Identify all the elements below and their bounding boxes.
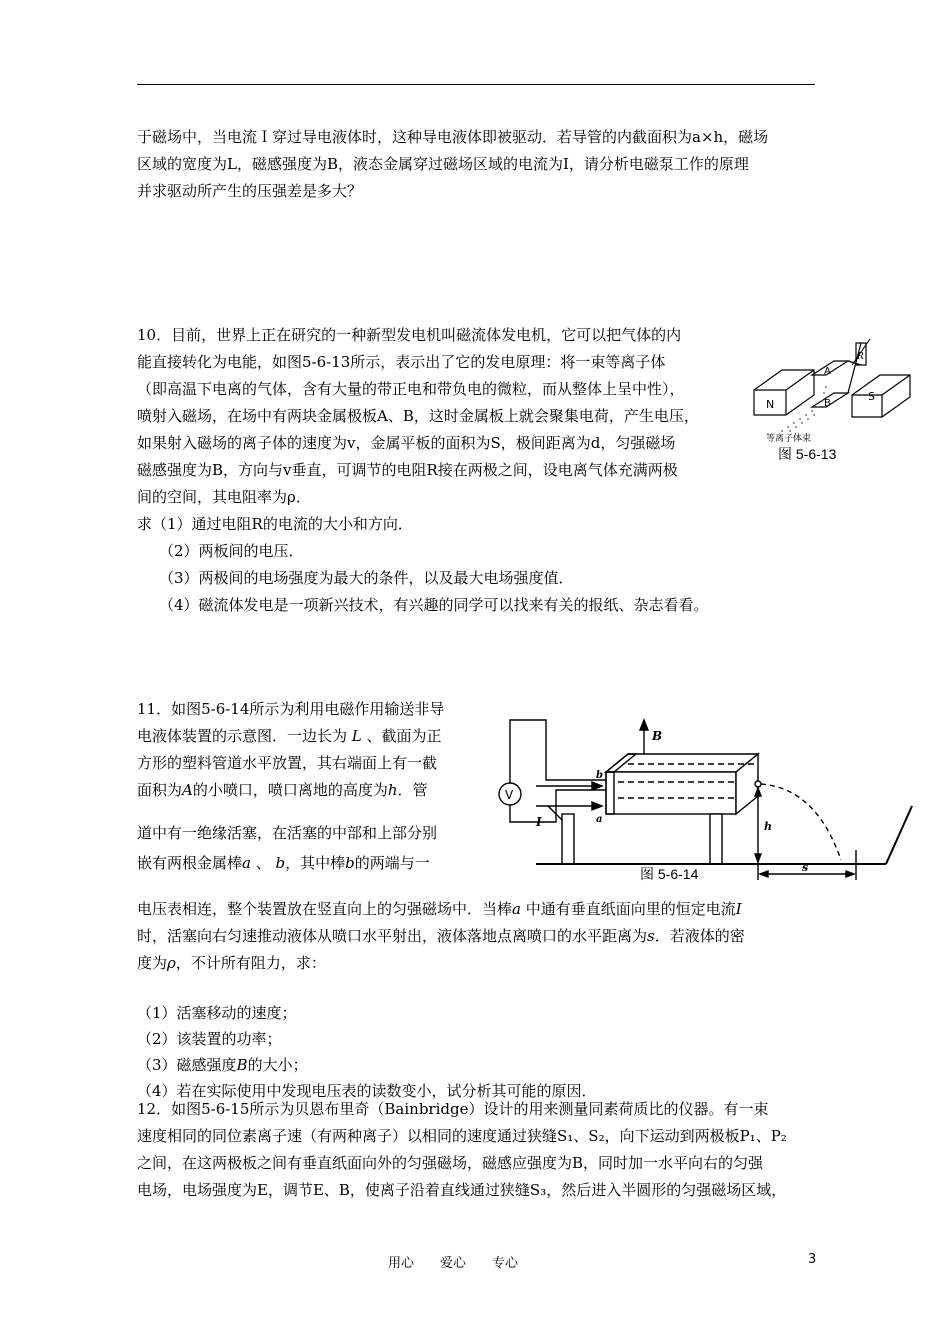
label-i: I <box>536 815 542 829</box>
figure-5-6-13-caption: 图 5-6-13 <box>778 446 837 462</box>
symbol-a-rod: a <box>512 900 521 918</box>
q11-text-part: 的两端与一 <box>354 854 430 872</box>
q10-line: 能直接转化为电能，如图5-6-13所示，表示出了它的发电原理：将一束等离子体 <box>137 353 666 371</box>
q11-text-part: （3）磁感强度 <box>137 1056 237 1074</box>
figure-5-6-13 <box>752 335 912 445</box>
symbol-l: L <box>351 727 362 745</box>
q11-text-part: 电压表相连，整个装置放在竖直向上的匀强磁场中．当棒 <box>137 900 513 918</box>
q11-sub <box>137 1052 597 1078</box>
q10-sub: （3）两极间的电场强度为最大的条件，以及最大电场强度值． <box>159 569 574 587</box>
q11-line <box>137 923 745 950</box>
q10-line: 喷射入磁场，在场中有两块金属极板A、B，这时金属板上就会聚集电荷，产生电压， <box>137 407 699 425</box>
q11-line <box>137 950 745 977</box>
q11-line <box>137 896 745 923</box>
q9-line: 于磁场中，当电流Ｉ穿过导电液体时，这种导电液体即被驱动．若导管的内截面积为a×h，磁场 <box>137 128 769 146</box>
symbol-b-field: B <box>236 1056 248 1074</box>
label-v: V <box>505 788 514 802</box>
footer-motto: 用心 爱心 专心 <box>388 1256 519 1271</box>
q10-text <box>137 322 709 619</box>
label-n: N <box>766 398 775 411</box>
q11-text-part: 度为 <box>137 954 168 972</box>
label-b-rod: b <box>596 770 603 781</box>
q10-line: 如果射入磁场的离子体的速度为v，金属平板的面积为S，极间距离为d，匀强磁场 <box>137 434 676 452</box>
q12-line: 电场，电场强度为E，调节E、B，使离子沿着直线通过狭缝S₃，然后进入半圆形的匀强磁场区域， <box>137 1181 787 1199</box>
q11-text-part: 、 <box>255 854 271 872</box>
symbol-b-rod: b <box>275 854 286 872</box>
figure-5-6-14 <box>496 710 914 888</box>
header-rule <box>137 84 815 85</box>
q10-line: 间的空间，其电阻率为ρ． <box>137 488 311 506</box>
q9-line: 区域的宽度为L，磁感强度为B，液态金属穿过磁场区域的电流为I，请分析电磁泵工作的原理 <box>137 155 749 173</box>
q11-line: 方形的塑料管道水平放置，其右端面上有一截 <box>137 754 438 772</box>
q11-text-part: 时，活塞向右匀速推动液体从喷口水平射出，液体落地点离喷口的水平距离为 <box>137 927 648 945</box>
symbol-b-rod: b <box>345 854 355 872</box>
q11-line <box>137 848 437 878</box>
label-s: s <box>802 861 809 874</box>
q11-line: 道中有一绝缘活塞，在活塞的中部和上部分别 <box>137 824 438 842</box>
label-r: R <box>857 352 864 362</box>
q10-sub: （2）两板间的电压． <box>159 542 304 560</box>
label-h: h <box>764 820 772 833</box>
label-b-field: B <box>652 729 663 743</box>
label-s: S <box>868 390 875 403</box>
q11-text-part: 中通有垂直纸面向里的恒定电流 <box>525 900 736 918</box>
q11-text-part: 面积为 <box>137 781 183 799</box>
q11-sub: （4）若在实际使用中发现电压表的读数变小，试分析其可能的原因． <box>137 1082 597 1100</box>
symbol-a-rod: a <box>242 854 251 872</box>
q11-line <box>137 723 444 750</box>
page-number: 3 <box>808 1252 817 1267</box>
q12-line: 12．如图5-6-15所示为贝恩布里奇（Bainbridge）设计的用来测量同素荷质比的仪器。有一束 <box>137 1100 769 1118</box>
q11-text-part: ，不计所有阻力，求： <box>175 954 326 972</box>
q11-text-part: 的小喷口，喷口离地的高度为 <box>192 781 388 799</box>
q10-line: 10．目前，世界上正在研究的一种新型发电机叫磁流体发电机，它可以把气体的内 <box>137 326 682 344</box>
q10-line: 求（1）通过电阻R的电流的大小和方向． <box>137 515 413 533</box>
q11-subs <box>137 1000 597 1104</box>
q11-text-part: 的大小； <box>247 1056 308 1074</box>
figure-5-6-14-caption: 图 5-6-14 <box>640 866 699 882</box>
q10-sub: （4）磁流体发电是一项新兴技术，有兴趣的同学可以找来有关的报纸、杂志看看。 <box>159 596 709 614</box>
q11-text-part: ，其中棒 <box>285 854 346 872</box>
beam-label: 等离子体束 <box>766 434 812 444</box>
q9-line: 并求驱动所产生的压强差是多大？ <box>137 182 363 200</box>
q12-line: 之间，在这两极板之间有垂直纸面向外的匀强磁场，磁感应强度为B，同时加一水平向右的匀强 <box>137 1154 764 1172</box>
q11-text-part: 电液体装置的示意图．一边长为 <box>137 727 348 745</box>
q11-line <box>137 777 444 804</box>
q11-line: 11．如图5-6-14所示为利用电磁作用输送非导 <box>137 700 445 718</box>
label-a-rod: a <box>596 814 603 825</box>
q11-sub: （1）活塞移动的速度； <box>137 1004 297 1022</box>
q11-text-part: ．管 <box>397 781 428 799</box>
q10-line: 磁感强度为B，方向与v垂直，可调节的电阻R接在两极之间，设电离气体充满两极 <box>137 461 678 479</box>
q11-text-part: ．若液体的密 <box>654 927 745 945</box>
symbol-s: s <box>647 927 655 945</box>
q11-sub: （2）该装置的功率； <box>137 1030 282 1048</box>
q11-text-3 <box>137 896 745 977</box>
symbol-rho: ρ <box>167 954 176 972</box>
label-a: A <box>824 366 831 377</box>
q11-text-part: 、截面为正 <box>366 727 442 745</box>
symbol-i: I <box>735 900 742 918</box>
symbol-a-area: A <box>182 781 193 799</box>
q12-line: 速度相同的同位素离子速（有两种离子）以相同的速度通过狭缝S₁、S₂，向下运动到两极板P₁、P₂ <box>137 1127 787 1145</box>
q9-text <box>137 124 768 205</box>
q11-text-part: 嵌有两根金属棒 <box>137 854 243 872</box>
q12-text <box>137 1096 787 1204</box>
symbol-h: h <box>387 781 398 799</box>
q11-text <box>137 696 444 804</box>
label-b: B <box>824 398 831 409</box>
q11-text-2 <box>137 818 437 878</box>
q10-line: （即高温下电离的气体，含有大量的带正电和带负电的微粒，而从整体上呈中性）， <box>137 380 685 398</box>
